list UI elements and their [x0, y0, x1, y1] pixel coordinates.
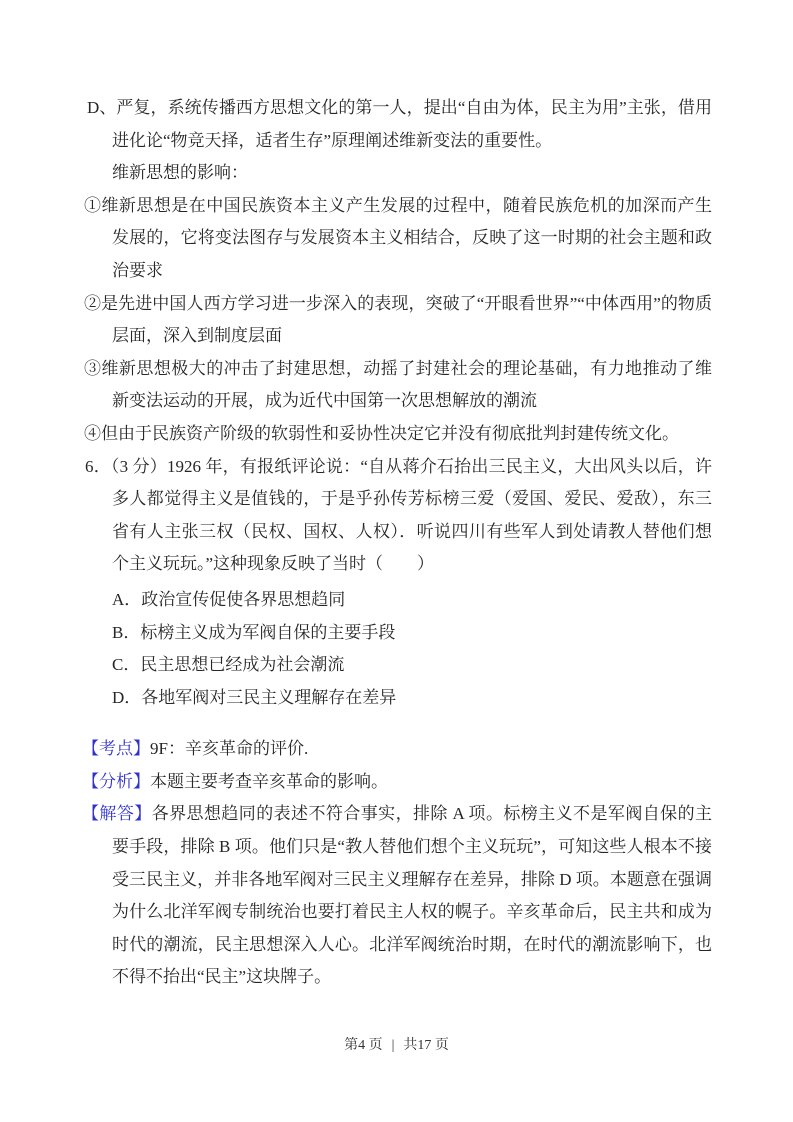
influence-point-3: ③维新思想极大的冲击了封建思想，动摇了封建社会的理论基础，有力地推动了维新变法运动的开展，成为近代中国第一次思想解放的潮流: [84, 358, 712, 411]
fenxi-label: 【分析】: [82, 771, 150, 791]
kaodian-text: 9F：辛亥革命的评价.: [150, 739, 309, 759]
jieda-text: 各界思想趋同的表述不符合事实，排除 A 项。标榜主义不是军阀自保的主要手段，排除 B 项。他们只是“教人替他们想个主义玩玩”，可知这些人根本不接受三民主义，并非各地军阀对三民主义理解存在差异，排除 D 项。本题意在强调为什么北洋军阀专制统治也要打着民主人权的幌子。辛亥革命后，民主共和成为时代的潮流，民主思想深入人心。北洋军阀统治时期，在时代的潮流影响下，也不得不抬出“民主”这块牌子。: [112, 804, 712, 987]
footer-total-pages: 共17 页: [403, 1038, 449, 1053]
annotation-kaodian: [82, 733, 712, 766]
question-6-stem: （3 分）1926 年，有报纸评论说：“自从蒋介石抬出三民主义，大出风头以后，许多人都觉得主义是值钱的，于是乎孙传芳标榜三爱（爱国、爱民、爱敌），东三省有人主张三权（民权、国权、人权）．听说四川有些军人到处请教人替他们想个主义玩玩。”这种现象反映了当时（ ）: [110, 456, 713, 574]
question-6-options: [112, 584, 712, 714]
footer-current-page: 第4 页: [344, 1038, 383, 1053]
footer-separator: |: [391, 1038, 395, 1053]
jieda-label: 【解答】: [82, 804, 152, 824]
page-footer: [0, 1036, 793, 1056]
answer-annotations: [82, 733, 712, 994]
review-option-d-text: D、严复，系统传播西方思想文化的第一人，提出“自由为体，民主为用”主张，借用进化论“物竞天择，适者生存”原理阐述维新变法的重要性。: [87, 98, 712, 150]
question-6: [85, 451, 713, 581]
option-b: B．标榜主义成为军阀自保的主要手段: [112, 622, 396, 642]
annotation-jieda: [82, 798, 712, 994]
option-d: D．各地军阀对三民主义理解存在差异: [112, 687, 397, 707]
annotation-fenxi: [82, 766, 712, 799]
fenxi-text: 本题主要考查辛亥革命的影响。: [150, 771, 388, 791]
question-6-number: 6．: [85, 456, 111, 476]
influence-point-1: ①维新思想是在中国民族资本主义产生发展的过程中，随着民族危机的加深而产生发展的，它将变法图存与发展资本主义相结合，反映了这一时期的社会主题和政治要求: [84, 195, 712, 280]
influence-point-2: ②是先进中国人西方学习进一步深入的表现，突破了“开眼看世界”“中体西用”的物质层面，深入到制度层面: [84, 293, 712, 346]
influence-point-4: ④但由于民族资产阶级的软弱性和妥协性决定它并没有彻底批判封建传统文化。: [84, 423, 679, 443]
option-c: C．民主思想已经成为社会潮流: [112, 655, 345, 675]
option-a: A．政治宣传促使各界思想趋同: [112, 589, 346, 609]
page-content: [82, 0, 713, 994]
influence-heading: 维新思想的影响：: [112, 163, 248, 183]
kaodian-label: 【考点】: [82, 739, 150, 759]
